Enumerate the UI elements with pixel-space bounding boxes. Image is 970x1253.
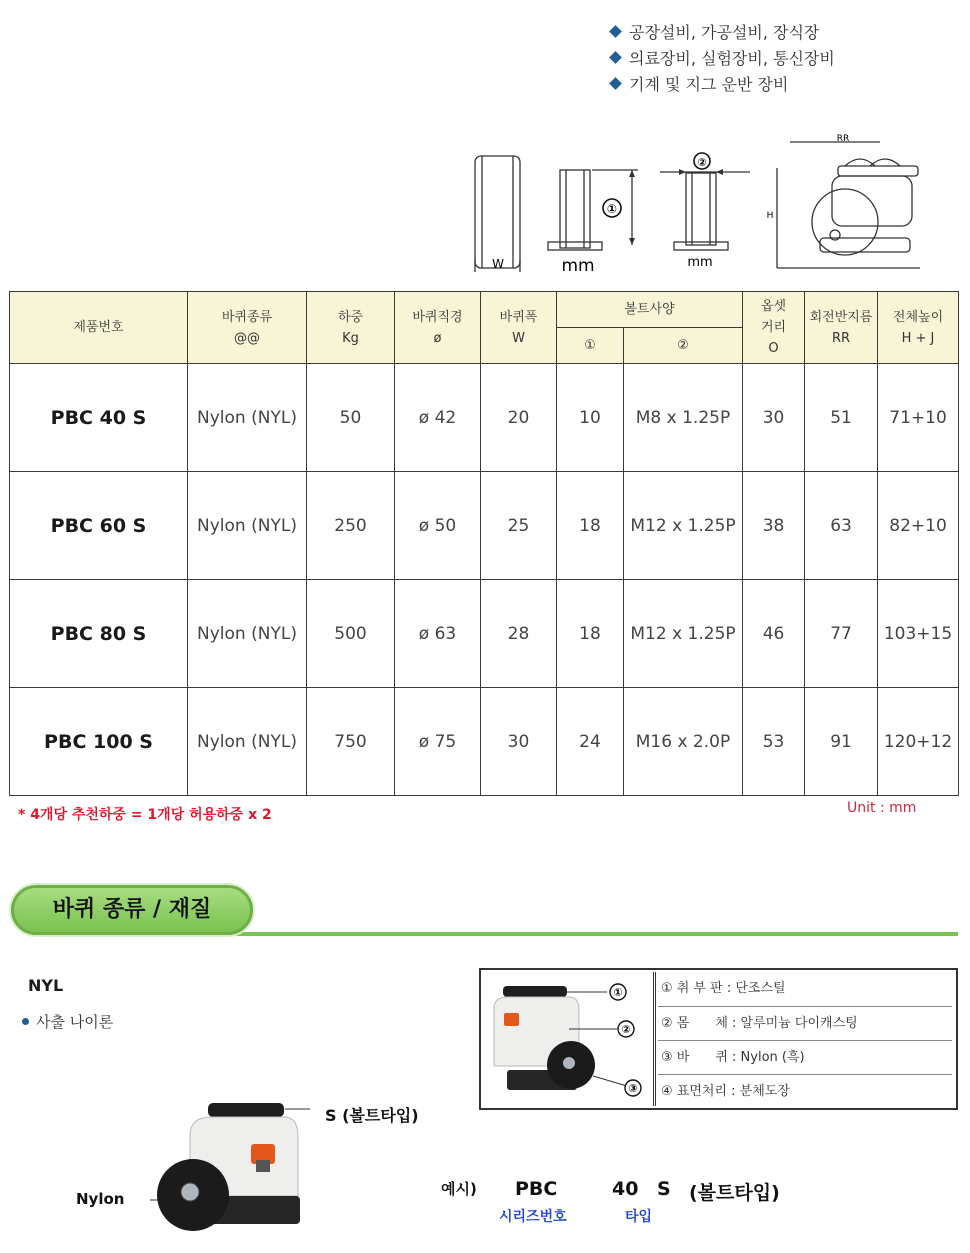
header-swivel: 회전반지름 RR <box>805 292 878 364</box>
cell-model: PBC 100 S <box>10 688 188 796</box>
table-row <box>10 364 959 472</box>
cell-diameter: ø 63 <box>395 580 481 688</box>
caster-photo <box>150 1100 310 1235</box>
parts-box <box>479 968 958 1110</box>
cell-width: 20 <box>481 364 557 472</box>
callout-2-label: ② <box>697 156 707 169</box>
example-type: (볼트타입) <box>689 1182 780 1204</box>
example-s: S <box>657 1178 671 1200</box>
cell-offset: 46 <box>743 580 805 688</box>
cell-height: 120+12 <box>878 688 959 796</box>
header-bolt-1: ① <box>557 328 624 364</box>
mm-label-1: mm <box>561 256 595 276</box>
table-row <box>10 688 959 796</box>
material-code: NYL <box>28 976 64 995</box>
header-model: 제품번호 <box>10 292 188 364</box>
parts-callout-1: ① <box>613 986 623 999</box>
cell-model: PBC 80 S <box>10 580 188 688</box>
table-row <box>10 580 959 688</box>
material-desc: 사출 나이론 <box>22 1011 113 1032</box>
cell-wheel: Nylon (NYL) <box>188 688 307 796</box>
cell-bolt-1: 18 <box>557 580 624 688</box>
cell-width: 25 <box>481 472 557 580</box>
cell-offset: 53 <box>743 688 805 796</box>
callout-1-label: ① <box>606 202 618 216</box>
s-type-label: S (볼트타입) <box>325 1106 419 1125</box>
header-wheel-type: 바퀴종류 @@ <box>188 292 307 364</box>
rr-label: RR <box>836 134 850 144</box>
cell-bolt-1: 24 <box>557 688 624 796</box>
header-offset: 옵셋 거리 O <box>743 292 805 364</box>
cell-swivel: 77 <box>805 580 878 688</box>
unit-label: Unit : mm <box>847 800 917 816</box>
parts-spec-row: ④ 표면처리 : 분체도장 <box>661 1084 790 1099</box>
cell-height: 82+10 <box>878 472 959 580</box>
cell-bolt-2: M8 x 1.25P <box>624 364 743 472</box>
cell-bolt-2: M16 x 2.0P <box>624 688 743 796</box>
header-load: 하중 Kg <box>307 292 395 364</box>
cell-model: PBC 40 S <box>10 364 188 472</box>
cell-bolt-1: 10 <box>557 364 624 472</box>
cell-height: 71+10 <box>878 364 959 472</box>
diamond-bullet-icon <box>609 25 622 38</box>
header-width: 바퀴폭 W <box>481 292 557 364</box>
spec-table <box>9 291 959 796</box>
header-bolt-2: ② <box>624 328 743 364</box>
cell-height: 103+15 <box>878 580 959 688</box>
cell-load: 50 <box>307 364 395 472</box>
width-label: W <box>492 257 504 271</box>
cell-wheel: Nylon (NYL) <box>188 472 307 580</box>
cell-diameter: ø 50 <box>395 472 481 580</box>
cell-bolt-2: M12 x 1.25P <box>624 472 743 580</box>
cell-swivel: 63 <box>805 472 878 580</box>
cell-offset: 38 <box>743 472 805 580</box>
example-series: PBC <box>515 1178 558 1200</box>
table-row <box>10 472 959 580</box>
cell-offset: 30 <box>743 364 805 472</box>
dot-bullet-icon <box>22 1018 29 1025</box>
height-label: H <box>766 211 774 221</box>
diamond-bullet-icon <box>609 51 622 64</box>
section-title: 바퀴 종류 / 재질 <box>11 885 253 935</box>
application-item: 의료장비, 실험장비, 통신장비 <box>608 46 948 72</box>
header-diameter: 바퀴직경 ø <box>395 292 481 364</box>
cell-bolt-2: M12 x 1.25P <box>624 580 743 688</box>
parts-spec-list <box>653 972 952 1106</box>
cell-model: PBC 60 S <box>10 472 188 580</box>
cell-wheel: Nylon (NYL) <box>188 580 307 688</box>
parts-spec-row: ② 몸 체 : 알루미늄 다이캐스팅 <box>661 1016 858 1031</box>
example-size: 40 <box>612 1178 639 1200</box>
cell-diameter: ø 42 <box>395 364 481 472</box>
cell-width: 28 <box>481 580 557 688</box>
cell-swivel: 51 <box>805 364 878 472</box>
cell-wheel: Nylon (NYL) <box>188 364 307 472</box>
cell-bolt-1: 18 <box>557 472 624 580</box>
parts-spec-row: ③ 바 퀴 : Nylon (흑) <box>661 1050 805 1065</box>
parts-callout-3: ③ <box>628 1082 638 1095</box>
application-item: 공장설비, 가공설비, 장식장 <box>608 20 948 46</box>
header-bolt: 볼트사양 <box>557 292 743 328</box>
mm-label-2: mm <box>687 255 713 270</box>
load-note: * 4개당 추천하중 = 1개당 허용하중 x 2 <box>18 807 272 823</box>
nylon-label: Nylon <box>76 1190 125 1208</box>
cell-swivel: 91 <box>805 688 878 796</box>
cell-load: 250 <box>307 472 395 580</box>
cell-width: 30 <box>481 688 557 796</box>
cell-load: 750 <box>307 688 395 796</box>
example-type-label: 타입 <box>625 1209 653 1225</box>
example-label: 예시) <box>441 1180 477 1198</box>
diamond-bullet-icon <box>609 77 622 90</box>
application-item: 기계 및 지그 운반 장비 <box>608 72 948 98</box>
example-series-label: 시리즈번호 <box>499 1209 567 1225</box>
parts-spec-row: ① 취 부 판 : 단조스틸 <box>661 981 786 996</box>
cell-load: 500 <box>307 580 395 688</box>
cell-diameter: ø 75 <box>395 688 481 796</box>
header-height: 전체높이 H + J <box>878 292 959 364</box>
technical-drawing <box>460 130 940 280</box>
applications-list <box>608 20 948 98</box>
parts-photo <box>489 980 644 1102</box>
parts-callout-2: ② <box>621 1023 631 1036</box>
